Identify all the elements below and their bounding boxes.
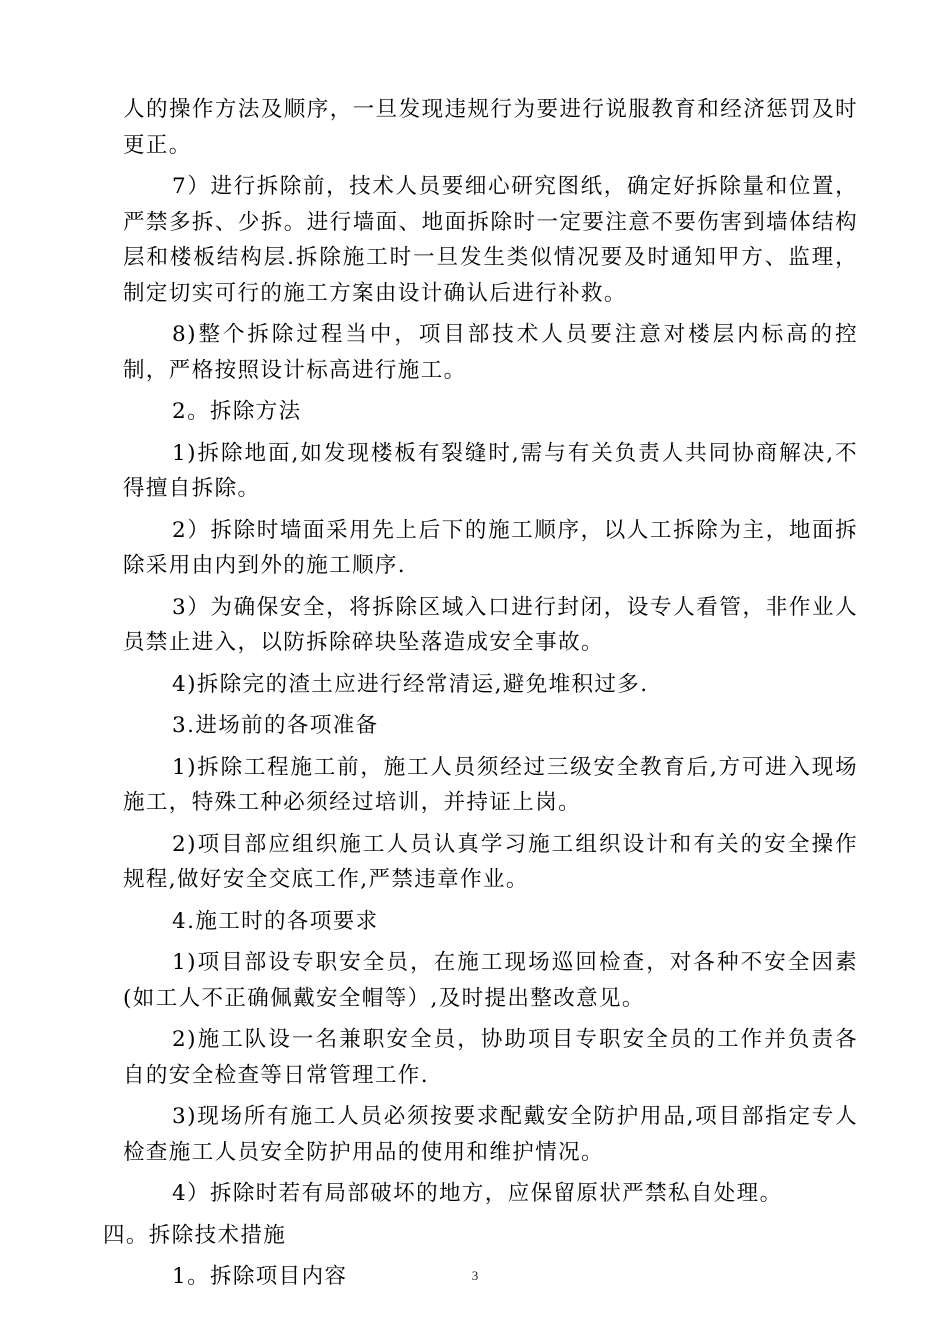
paragraph-method-1: 1)拆除地面,如发现楼板有裂缝时,需与有关负责人共同协商解决,不得擅自拆除。 <box>123 440 858 501</box>
paragraph-method-4: 4)拆除完的渣土应进行经常清运,避免堆积过多. <box>172 671 649 697</box>
paragraph-requirement-1: 1)项目部设专职安全员，在施工现场巡回检查，对各种不安全因素(如工人不正确佩戴安全帽等）,及时提出整改意见。 <box>123 950 858 1011</box>
paragraph-requirement-4: 4）拆除时若有局部破坏的地方，应保留原状严禁私自处理。 <box>172 1181 783 1206</box>
paragraph-item-8: 8)整个拆除过程当中，项目部技术人员要注意对楼层内标高的控制，严格按照设计标高进行施工。 <box>123 322 858 383</box>
section-heading-demolition-method: 2。拆除方法 <box>172 399 302 424</box>
paragraph-continuation: 人的操作方法及顺序，一旦发现违规行为要进行说服教育和经济惩罚及时更正。 <box>123 97 858 158</box>
paragraph-method-3: 3）为确保安全，将拆除区域入口进行封闭，设专人看管，非作业人员禁止进入，以防拆除碎块坠落造成安全事故。 <box>123 594 858 655</box>
paragraph-method-2: 2）拆除时墙面采用先上后下的施工顺序，以人工拆除为主，地面拆除采用由内到外的施工顺序. <box>123 517 858 578</box>
page-number: 3 <box>471 1268 479 1283</box>
paragraph-requirement-2: 2)施工队设一名兼职安全员，协助项目专职安全员的工作并负责各自的安全检查等日常管理工作. <box>123 1027 858 1088</box>
chapter-heading-technical-measures: 四。拆除技术措施 <box>103 1222 287 1248</box>
document-body <box>103 92 858 1301</box>
paragraph-preparation-2: 2)项目部应组织施工人员认真学习施工组织设计和有关的安全操作规程,做好安全交底工作,严禁违章作业。 <box>123 831 858 892</box>
section-heading-demolition-items: 1。拆除项目内容 <box>172 1264 348 1289</box>
section-heading-construction-requirements: 4.施工时的各项要求 <box>172 908 379 934</box>
paragraph-requirement-3: 3)现场所有施工人员必须按要求配戴安全防护用品,项目部指定专人检查施工人员安全防护用品的使用和维护情况。 <box>123 1104 858 1165</box>
section-heading-preparation: 3.进场前的各项准备 <box>172 713 379 738</box>
paragraph-preparation-1: 1)拆除工程施工前，施工人员须经过三级安全教育后,方可进入现场施工，特殊工种必须经过培训，并持证上岗。 <box>123 754 858 815</box>
paragraph-item-7: 7）进行拆除前，技术人员要细心研究图纸，确定好拆除量和位置，严禁多拆、少拆。进行墙面、地面拆除时一定要注意不要伤害到墙体结构层和楼板结构层.拆除施工时一旦发生类似情况要及时通知甲方、监理，制定切实可行的施工方案由设计确认后进行补救。 <box>123 174 858 306</box>
